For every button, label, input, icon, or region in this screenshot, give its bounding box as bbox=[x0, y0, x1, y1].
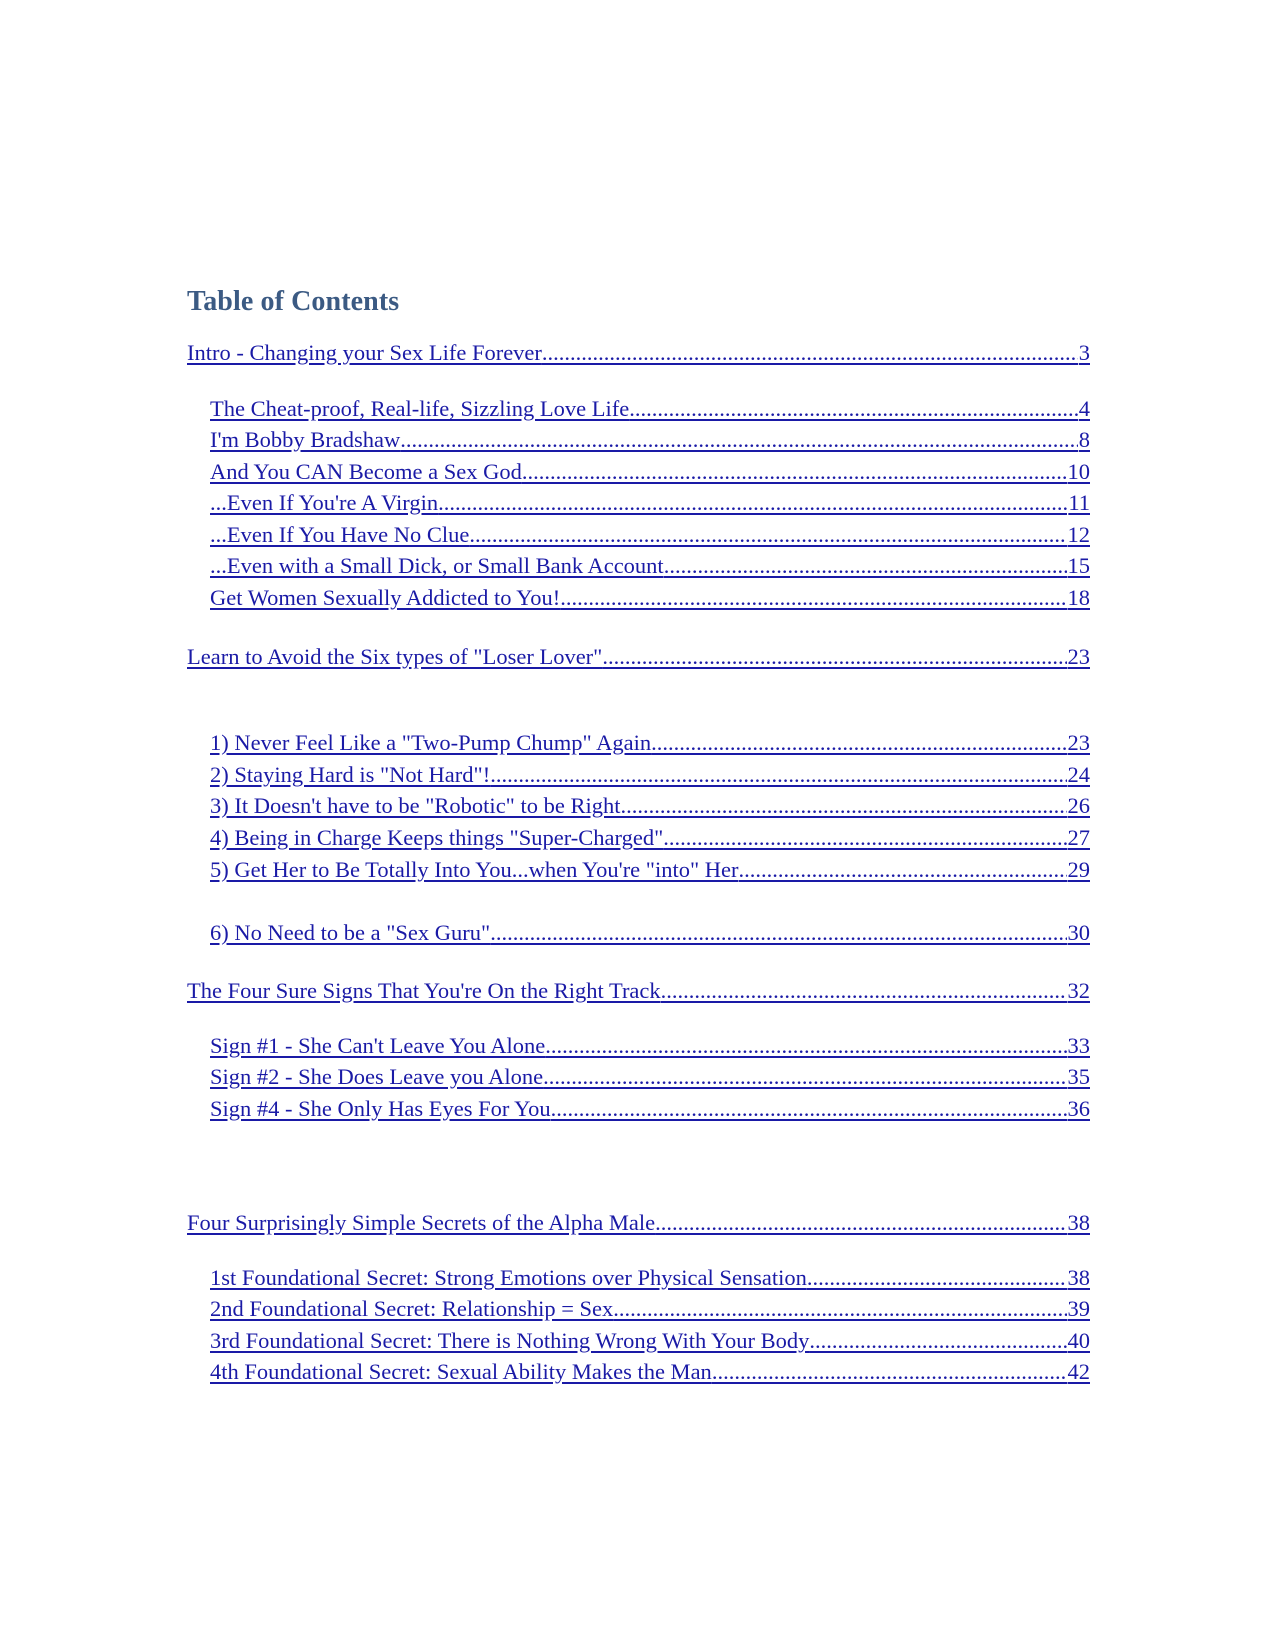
toc-entry-page: 11 bbox=[1068, 490, 1090, 515]
dot-leader bbox=[613, 1294, 1066, 1324]
toc-entry-secret-4[interactable] bbox=[210, 1357, 1090, 1387]
toc-entry-staying-hard[interactable] bbox=[210, 760, 1090, 790]
toc-entry-label: And You CAN Become a Sex God bbox=[210, 459, 522, 484]
toc-entry-label: 2) Staying Hard is "Not Hard"! bbox=[210, 762, 491, 787]
toc-entry-cheat-proof[interactable] bbox=[210, 394, 1090, 424]
toc-entry-bobby-bradshaw[interactable] bbox=[210, 425, 1090, 455]
toc-entry-label: Sign #2 - She Does Leave you Alone bbox=[210, 1064, 544, 1089]
dot-leader bbox=[809, 1326, 1066, 1356]
toc-entry-page: 15 bbox=[1067, 553, 1090, 578]
toc-entry-label: ...Even If You Have No Clue bbox=[210, 522, 470, 547]
dot-leader bbox=[490, 760, 1066, 790]
dot-leader bbox=[620, 791, 1066, 821]
toc-entry-sign-4[interactable] bbox=[210, 1094, 1090, 1124]
toc-entry-page: 24 bbox=[1067, 762, 1090, 787]
toc-entry-label: Learn to Avoid the Six types of "Loser Lover" bbox=[187, 644, 603, 669]
toc-entry-into-her[interactable] bbox=[210, 855, 1090, 885]
dot-leader bbox=[661, 976, 1067, 1006]
toc-entry-page: 12 bbox=[1067, 522, 1090, 547]
dot-leader bbox=[629, 394, 1078, 424]
toc-entry-two-pump[interactable] bbox=[210, 728, 1090, 758]
dot-leader bbox=[400, 425, 1077, 455]
dot-leader bbox=[438, 488, 1067, 518]
toc-entry-page: 35 bbox=[1067, 1064, 1090, 1089]
toc-entry-page: 23 bbox=[1067, 730, 1090, 755]
toc-entry-page: 32 bbox=[1067, 978, 1090, 1003]
toc-entry-page: 42 bbox=[1067, 1359, 1090, 1384]
toc-entry-sign-2[interactable] bbox=[210, 1062, 1090, 1092]
toc-entry-super-charged[interactable] bbox=[210, 823, 1090, 853]
dot-leader bbox=[807, 1263, 1067, 1293]
toc-entry-sex-guru[interactable] bbox=[210, 918, 1090, 948]
dot-leader bbox=[542, 338, 1078, 368]
toc-entry-no-clue[interactable] bbox=[210, 520, 1090, 550]
dot-leader bbox=[712, 1357, 1067, 1387]
toc-entry-four-sure-signs[interactable] bbox=[187, 976, 1090, 1006]
toc-entry-label: Sign #4 - She Only Has Eyes For You bbox=[210, 1096, 551, 1121]
toc-entry-label: Four Surprisingly Simple Secrets of the Alpha Male bbox=[187, 1210, 656, 1235]
toc-entry-page: 4 bbox=[1078, 396, 1090, 421]
toc-entry-label: 1st Foundational Secret: Strong Emotions over Physical Sensation bbox=[210, 1265, 807, 1290]
toc-entry-page: 33 bbox=[1067, 1033, 1090, 1058]
toc-entry-secret-1[interactable] bbox=[210, 1263, 1090, 1293]
toc-entry-label: 4) Being in Charge Keeps things "Super-Charged" bbox=[210, 825, 664, 850]
toc-entry-page: 10 bbox=[1067, 459, 1090, 484]
toc-entry-label: ...Even with a Small Dick, or Small Bank Account bbox=[210, 553, 664, 578]
toc-title: Table of Contents bbox=[187, 286, 400, 317]
toc-entry-intro[interactable] bbox=[187, 338, 1090, 368]
toc-entry-alpha-male[interactable] bbox=[187, 1208, 1090, 1238]
toc-entry-label: ...Even If You're A Virgin bbox=[210, 490, 439, 515]
toc-entry-page: 39 bbox=[1067, 1296, 1090, 1321]
toc-entry-virgin[interactable] bbox=[210, 488, 1090, 518]
toc-entry-label: The Four Sure Signs That You're On the Right Track bbox=[187, 978, 661, 1003]
toc-entry-label: I'm Bobby Bradshaw bbox=[210, 427, 401, 452]
dot-leader bbox=[560, 583, 1066, 613]
toc-entry-page: 18 bbox=[1067, 585, 1090, 610]
toc-entry-page: 23 bbox=[1067, 644, 1090, 669]
dot-leader bbox=[490, 918, 1066, 948]
dot-leader bbox=[664, 551, 1067, 581]
toc-entry-small-account[interactable] bbox=[210, 551, 1090, 581]
dot-leader bbox=[602, 642, 1066, 672]
toc-entry-sex-god[interactable] bbox=[210, 457, 1090, 487]
toc-entry-loser-lover[interactable] bbox=[187, 642, 1090, 672]
toc-entry-page: 29 bbox=[1067, 857, 1090, 882]
dot-leader bbox=[655, 1208, 1066, 1238]
toc-entry-label: Sign #1 - She Can't Leave You Alone bbox=[210, 1033, 546, 1058]
dot-leader bbox=[469, 520, 1066, 550]
toc-entry-page: 36 bbox=[1067, 1096, 1090, 1121]
toc-entry-page: 27 bbox=[1067, 825, 1090, 850]
toc-entry-label: Intro - Changing your Sex Life Forever bbox=[187, 340, 542, 365]
toc-entry-robotic[interactable] bbox=[210, 791, 1090, 821]
toc-entry-page: 26 bbox=[1067, 793, 1090, 818]
toc-entry-label: 5) Get Her to Be Totally Into You...when You're "into" Her bbox=[210, 857, 739, 882]
toc-entry-secret-2[interactable] bbox=[210, 1294, 1090, 1324]
dot-leader bbox=[651, 728, 1066, 758]
dot-leader bbox=[522, 457, 1067, 487]
toc-entry-label: 3) It Doesn't have to be "Robotic" to be Right bbox=[210, 793, 621, 818]
toc-entry-label: The Cheat-proof, Real-life, Sizzling Love Life bbox=[210, 396, 630, 421]
dot-leader bbox=[551, 1094, 1067, 1124]
toc-entry-page: 8 bbox=[1078, 427, 1090, 452]
dot-leader bbox=[663, 823, 1066, 853]
toc-entry-label: 3rd Foundational Secret: There is Nothing Wrong With Your Body bbox=[210, 1328, 810, 1353]
toc-entry-label: 4th Foundational Secret: Sexual Ability Makes the Man bbox=[210, 1359, 712, 1384]
dot-leader bbox=[545, 1031, 1066, 1061]
dot-leader bbox=[739, 855, 1067, 885]
toc-entry-page: 30 bbox=[1067, 920, 1090, 945]
dot-leader bbox=[543, 1062, 1066, 1092]
toc-entry-label: 6) No Need to be a "Sex Guru" bbox=[210, 920, 491, 945]
toc-entry-label: 1) Never Feel Like a "Two-Pump Chump" Again bbox=[210, 730, 652, 755]
toc-entry-page: 40 bbox=[1067, 1328, 1090, 1353]
toc-entry-page: 38 bbox=[1067, 1210, 1090, 1235]
toc-entry-addicted[interactable] bbox=[210, 583, 1090, 613]
toc-entry-secret-3[interactable] bbox=[210, 1326, 1090, 1356]
toc-entry-page: 38 bbox=[1067, 1265, 1090, 1290]
toc-entry-page: 3 bbox=[1078, 340, 1090, 365]
toc-entry-label: 2nd Foundational Secret: Relationship = Sex bbox=[210, 1296, 614, 1321]
toc-entry-sign-1[interactable] bbox=[210, 1031, 1090, 1061]
toc-entry-label: Get Women Sexually Addicted to You! bbox=[210, 585, 561, 610]
